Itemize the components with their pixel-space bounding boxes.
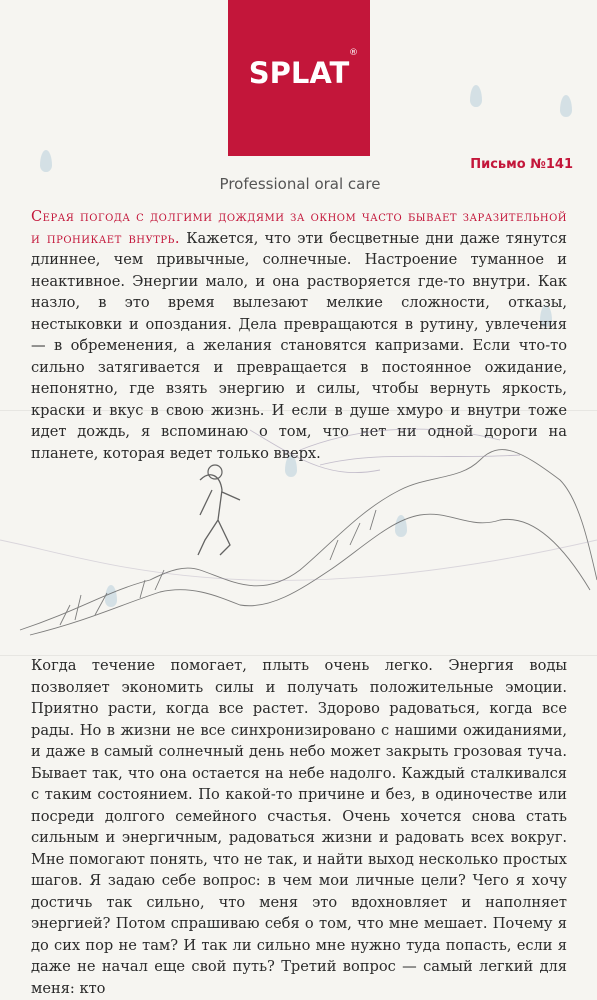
letter-number: Письмо №141 <box>470 157 573 172</box>
raindrop-icon <box>40 150 52 172</box>
paragraph-lead: Серая погода с долгими дождями за окном часто бывает заразительной и проникает внутрь. <box>31 208 567 247</box>
brand-tagline: Professional oral care <box>219 175 381 193</box>
logo-wordmark: SPLAT <box>248 56 350 90</box>
brand-logo <box>228 0 370 156</box>
hiker-climbing-sketch-icon <box>0 420 597 650</box>
paragraph-body: Кажется, что эти бесцветные дни даже тянутся длиннее, чем привычные, солнечные. Настроение туманное и неактивное. Энергии мало, и она растворяется где-то внутри. Как назло, в это время вылезают мелкие сложности, отказы, нестыковки и опоздания. Дела превращаются в рутину, увлечения — в обременения, а желания становятся капризами. Если что-то сильно затягивается и превращается в постоянное ожидание, непонятно, где взять энергию и силы, чтобы вернуть яркость, краски и вкус в свою жизнь. И если в душе хмуро и внутри тоже идет дождь, я вспоминаю о том, что нет ни одной дороги на планете, которая ведет только вверх. <box>31 229 567 462</box>
registered-mark: ® <box>349 48 358 58</box>
paragraph-main: Когда течение помогает, плыть очень легко. Энергия воды позволяет экономить силы и получать положительные эмоции. Приятно расти, когда все растет. Здорово радоваться, когда все рады. Но в жизни не все синхронизировано с нашими ожиданиями, и даже в самый солнечный день небо может закрыть грозовая туча. Бывает так, что она остается на небе надолго. Каждый сталкивался с таким состоянием. По какой-то причине и без, в одиночестве или посреди долгого семейного счастья. Очень хочется снова стать сильным и энергичным, радоваться жизни и радовать всех вокруг. Мне помогают понять, что не так, и найти выход несколько простых шагов. Я задаю себе вопрос: в чем мои личные цели? Чего я хочу достичь так сильно, что меня это вдохновляет и наполняет энергией? Потом спрашиваю себя о том, что мне мешает. Почему я до сих пор не там? И так ли сильно мне нужно туда попасть, если я даже не начал еще свой путь? Третий вопрос — самый легкий для меня: кто <box>31 657 567 997</box>
raindrop-icon <box>470 85 482 107</box>
raindrop-icon <box>560 95 572 117</box>
